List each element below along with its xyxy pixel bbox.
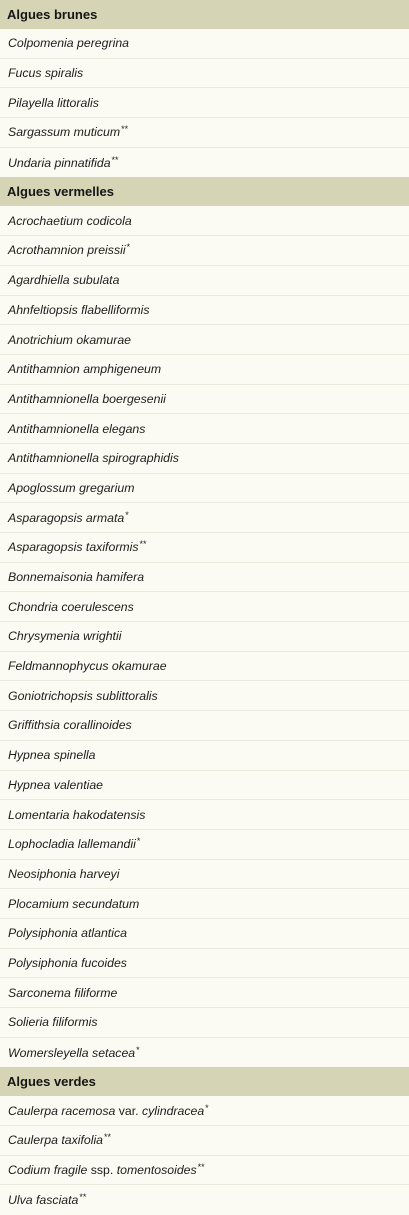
species-name: cylindracea xyxy=(141,1103,205,1118)
footnote-mark: ** xyxy=(139,539,147,550)
species-row xyxy=(0,29,409,59)
species-name: tomentosoides xyxy=(116,1163,197,1178)
footnote-mark: ** xyxy=(104,1132,112,1143)
species-row xyxy=(0,148,409,178)
species-name: Plocamium secundatum xyxy=(8,896,140,911)
footnote-mark: * xyxy=(125,509,129,520)
species-row xyxy=(0,800,409,830)
species-row xyxy=(0,978,409,1008)
species-row xyxy=(0,592,409,622)
footnote-mark: ** xyxy=(79,1192,87,1203)
species-name: Womersleyella setacea xyxy=(8,1045,136,1060)
species-name: Acrochaetium codicola xyxy=(8,213,132,228)
species-name: Fucus spiralis xyxy=(8,66,84,81)
species-row xyxy=(0,563,409,593)
rank-label: var. xyxy=(115,1103,142,1118)
species-row xyxy=(0,206,409,236)
species-name: Ahnfeltiopsis flabelliformis xyxy=(8,302,150,317)
footnote-mark: * xyxy=(136,1044,140,1055)
species-name: Asparagopsis taxiformis xyxy=(8,540,139,555)
species-name: Asparagopsis armata xyxy=(8,510,125,525)
species-row xyxy=(0,236,409,266)
species-row xyxy=(0,681,409,711)
species-row xyxy=(0,860,409,890)
rank-label: ssp. xyxy=(87,1163,117,1178)
species-row xyxy=(0,771,409,801)
species-name: Lomentaria hakodatensis xyxy=(8,807,146,822)
footnote-mark: * xyxy=(205,1102,209,1113)
species-name: Sargassum muticum xyxy=(8,125,121,140)
species-name: Solieria filiformis xyxy=(8,1015,98,1030)
species-row xyxy=(0,711,409,741)
species-row xyxy=(0,385,409,415)
species-name: Polysiphonia atlantica xyxy=(8,926,127,941)
species-name: Codium fragile xyxy=(8,1163,88,1178)
section-header: Algues brunes xyxy=(0,0,409,29)
species-row xyxy=(0,652,409,682)
species-name: Chrysymenia wrightii xyxy=(8,629,122,644)
footnote-mark: * xyxy=(136,836,141,847)
species-name: Antithamnionella spirographidis xyxy=(8,451,179,466)
species-row xyxy=(0,88,409,118)
species-name: Agardhiella subulata xyxy=(8,273,120,288)
species-row xyxy=(0,1126,409,1156)
species-name: Ulva fasciata xyxy=(8,1193,79,1208)
species-row xyxy=(0,1156,409,1186)
species-name: Anotrichium okamurae xyxy=(8,332,132,347)
species-row xyxy=(0,949,409,979)
species-name: Chondria coerulescens xyxy=(8,599,134,614)
species-row xyxy=(0,1096,409,1126)
species-row xyxy=(0,1038,409,1068)
footnote-mark: * xyxy=(126,242,131,253)
species-row xyxy=(0,503,409,533)
species-name: Lophocladia lallemandii xyxy=(8,837,136,852)
species-name: Sarconema filiforme xyxy=(8,985,118,1000)
species-name: Colpomenia peregrina xyxy=(8,36,129,51)
species-row xyxy=(0,474,409,504)
section-list xyxy=(0,29,409,177)
footnote-mark: ** xyxy=(111,154,119,165)
species-row xyxy=(0,118,409,148)
section-header: Algues vermelles xyxy=(0,177,409,206)
species-row xyxy=(0,889,409,919)
species-name: Hypnea valentiae xyxy=(8,777,104,792)
species-row xyxy=(0,741,409,771)
section-list xyxy=(0,206,409,1067)
species-row xyxy=(0,325,409,355)
species-row xyxy=(0,533,409,563)
species-name: Griffithsia corallinoides xyxy=(8,718,132,733)
species-row xyxy=(0,919,409,949)
species-name: Antithamnionella elegans xyxy=(8,421,146,436)
species-name: Antithamnion amphigeneum xyxy=(8,362,162,377)
section-header: Algues verdes xyxy=(0,1067,409,1096)
species-name: Hypnea spinella xyxy=(8,748,96,763)
species-name: Pilayella littoralis xyxy=(8,95,99,110)
species-name: Caulerpa racemosa xyxy=(8,1103,116,1118)
species-row xyxy=(0,266,409,296)
species-row xyxy=(0,355,409,385)
section-list xyxy=(0,1096,409,1215)
species-name: Polysiphonia fucoides xyxy=(8,955,127,970)
species-row xyxy=(0,414,409,444)
species-name: Goniotrichopsis sublittoralis xyxy=(8,688,158,703)
species-row xyxy=(0,830,409,860)
species-row xyxy=(0,59,409,89)
species-row xyxy=(0,622,409,652)
species-name: Feldmannophycus okamurae xyxy=(8,659,167,674)
species-name: Undaria pinnatifida xyxy=(8,155,111,170)
footnote-mark: ** xyxy=(197,1162,205,1173)
species-name: Caulerpa taxifolia xyxy=(8,1133,104,1148)
species-name: Antithamnionella boergesenii xyxy=(8,391,166,406)
species-row xyxy=(0,1008,409,1038)
species-name: Apoglossum gregarium xyxy=(8,480,135,495)
species-name: Bonnemaisonia hamifera xyxy=(8,570,145,585)
species-name: Neosiphonia harveyi xyxy=(8,866,120,881)
species-row xyxy=(0,296,409,326)
species-name: Acrothamnion preissii xyxy=(8,243,126,258)
footnote-mark: ** xyxy=(121,124,129,135)
species-row xyxy=(0,444,409,474)
